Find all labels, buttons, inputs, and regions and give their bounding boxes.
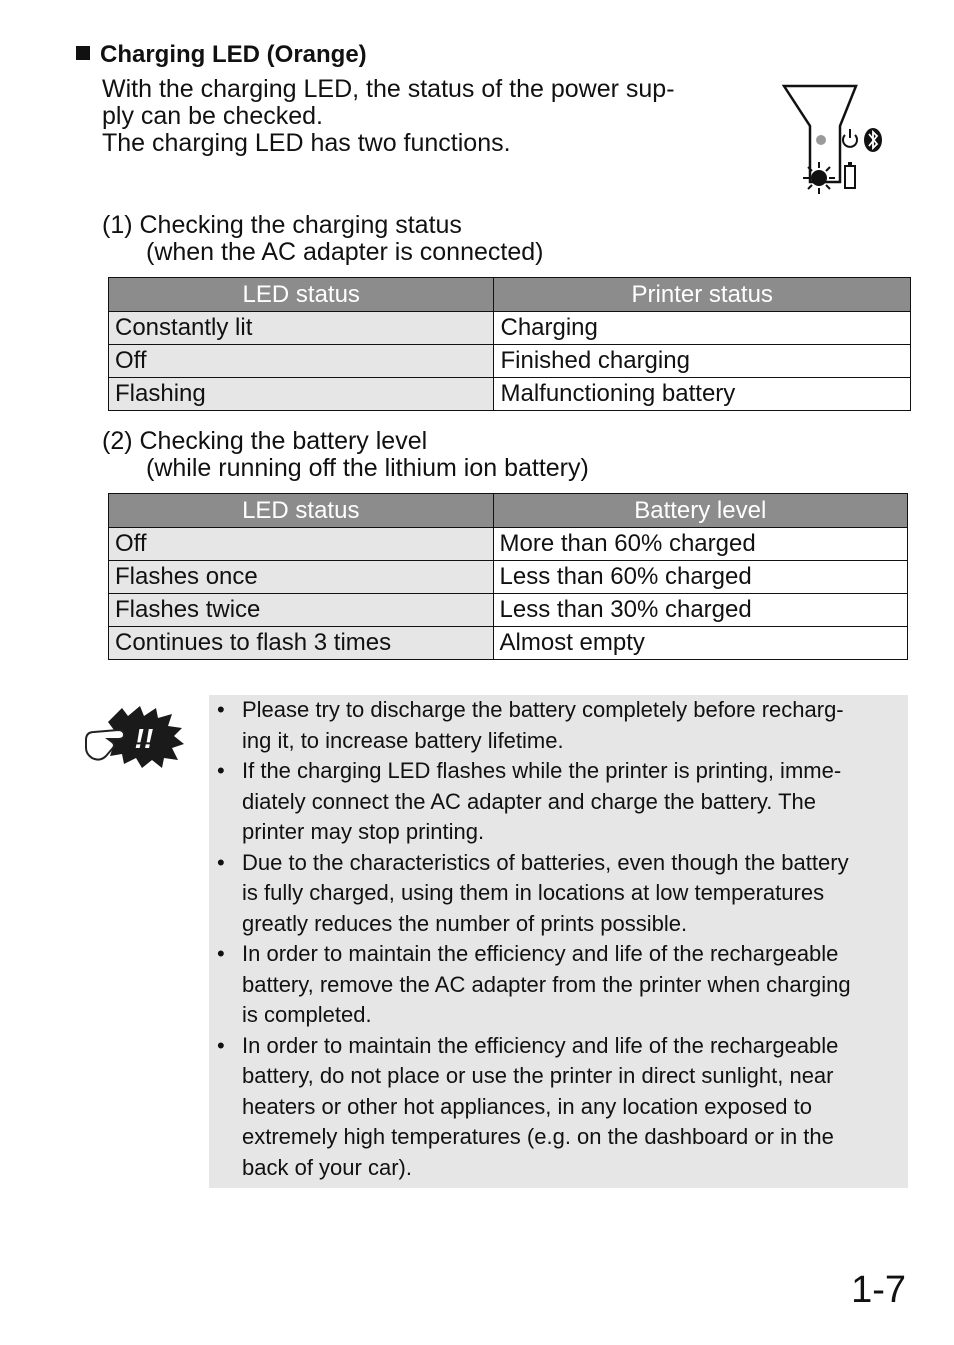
table-row <box>109 312 911 345</box>
list-item <box>215 1031 900 1184</box>
list-item <box>215 756 900 848</box>
led-dot-icon <box>816 135 826 145</box>
led-status-cell: Flashing <box>109 378 494 411</box>
list-item <box>215 939 900 1031</box>
note-line: diately connect the AC adapter and charge the battery. The <box>242 788 817 814</box>
section2-title <box>102 428 589 482</box>
battery-level-cell: Less than 30% charged <box>493 594 907 627</box>
section1-title-line1: (1) Checking the charging status <box>102 211 462 239</box>
square-bullet-icon <box>76 46 90 60</box>
bullet-icon: • <box>217 941 225 966</box>
note-line: battery, remove the AC adapter from the printer when charging <box>242 971 851 997</box>
column-header: LED status <box>109 278 494 312</box>
printer-status-cell: Malfunctioning battery <box>494 378 911 411</box>
bullet-icon: • <box>217 697 225 722</box>
intro-line: The charging LED has two functions. <box>102 129 511 157</box>
section-heading <box>76 40 367 70</box>
note-line: If the charging LED flashes while the printer is printing, imme- <box>242 758 842 783</box>
table-header-row <box>109 494 908 528</box>
table-row <box>109 594 908 627</box>
led-panel-diagram-icon <box>780 82 890 197</box>
section2-title-line2: (while running off the lithium ion battery) <box>146 454 589 482</box>
note-line: is fully charged, using them in locations at low temperatures <box>242 880 825 905</box>
notes-list <box>215 695 900 1183</box>
battery-level-table <box>108 493 908 660</box>
led-status-cell: Continues to flash 3 times <box>109 627 494 660</box>
section2-title-line1: (2) Checking the battery level <box>102 427 428 455</box>
printer-status-cell: Charging <box>494 312 911 345</box>
led-status-cell: Off <box>109 528 494 561</box>
led-status-cell: Constantly lit <box>109 312 494 345</box>
note-line: battery, do not place or use the printer in direct sunlight, near <box>242 1063 834 1088</box>
note-line: Due to the characteristics of batteries, even though the battery <box>242 849 849 875</box>
table-row <box>109 627 908 660</box>
column-header: Battery level <box>493 494 907 528</box>
note-line: printer may stop printing. <box>242 819 485 844</box>
charging-status-table <box>108 277 911 411</box>
intro-line: With the charging LED, the status of the power sup- <box>102 75 675 103</box>
note-line: back of your car). <box>242 1154 412 1180</box>
table-row <box>109 378 911 411</box>
bullet-icon: • <box>217 849 225 875</box>
svg-text:!!: !! <box>134 723 154 754</box>
table-row <box>109 345 911 378</box>
bullet-icon: • <box>217 1032 225 1058</box>
led-status-cell: Flashes twice <box>109 594 494 627</box>
note-line: In order to maintain the efficiency and life of the rechargeable <box>242 941 839 966</box>
note-line: ing it, to increase battery lifetime. <box>242 727 564 753</box>
intro-text <box>102 76 742 157</box>
page-number: 1-7 <box>851 1269 906 1311</box>
power-icon <box>843 129 857 147</box>
table-row <box>109 528 908 561</box>
table-header-row <box>109 278 911 312</box>
battery-level-cell: More than 60% charged <box>493 528 907 561</box>
battery-level-cell: Less than 60% charged <box>493 561 907 594</box>
battery-level-cell: Almost empty <box>493 627 907 660</box>
note-line: extremely high temperatures (e.g. on the dashboard or in the <box>242 1124 834 1149</box>
bluetooth-icon <box>864 128 882 152</box>
note-line: greatly reduces the number of prints possible. <box>242 910 688 936</box>
list-item <box>215 848 900 940</box>
section1-title-line2: (when the AC adapter is connected) <box>146 238 544 266</box>
list-item <box>215 695 900 756</box>
note-line: heaters or other hot appliances, in any location exposed to <box>242 1093 812 1119</box>
battery-icon <box>845 162 855 188</box>
printer-status-cell: Finished charging <box>494 345 911 378</box>
column-header: Printer status <box>494 278 911 312</box>
caution-hand-icon <box>82 704 190 768</box>
bullet-icon: • <box>217 758 225 783</box>
note-line: Please try to discharge the battery completely before recharg- <box>242 697 844 722</box>
led-status-cell: Off <box>109 345 494 378</box>
notes-box <box>209 695 908 1188</box>
note-line: In order to maintain the efficiency and life of the rechargeable <box>242 1032 839 1058</box>
table-row <box>109 561 908 594</box>
section1-title <box>102 212 543 266</box>
heading-text: Charging LED (Orange) <box>100 41 367 68</box>
column-header: LED status <box>109 494 494 528</box>
led-status-cell: Flashes once <box>109 561 494 594</box>
note-line: is completed. <box>242 1002 372 1027</box>
intro-line: ply can be checked. <box>102 102 323 130</box>
